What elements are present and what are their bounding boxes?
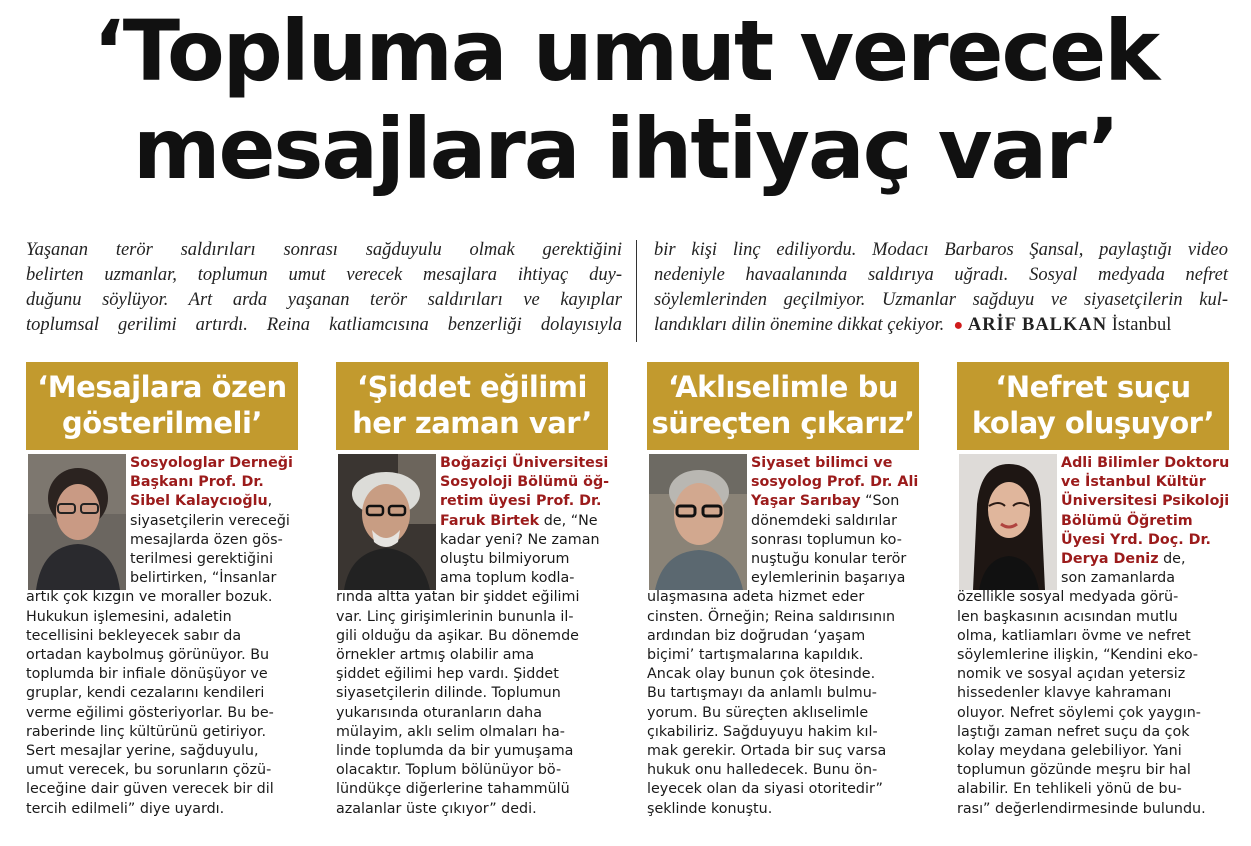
quote-text: dönemdeki saldırılar bbox=[751, 512, 897, 529]
quote-body-line bbox=[26, 627, 298, 646]
quote-text: mülayim, aklı selim olmaları ha- bbox=[336, 723, 565, 740]
quote-text: umut verecek, bu sorunların çözü- bbox=[26, 762, 272, 779]
quote-body-line bbox=[957, 531, 1229, 550]
quote-text: siyasetçilerin dilinde. Toplumun bbox=[336, 685, 561, 702]
quote-body-line bbox=[957, 800, 1229, 819]
quote-text: oluştu bilmiyorum bbox=[440, 551, 570, 568]
headline-line-2: mesajlara ihtiyaç var’ bbox=[132, 100, 1119, 198]
quote-body-line bbox=[647, 646, 919, 665]
quote-body-line bbox=[336, 800, 608, 819]
expert-name-text: Boğaziçi Üniversitesi bbox=[440, 455, 609, 471]
quote-title-line: ‘Mesajlara özen bbox=[37, 370, 287, 404]
quote-body-line bbox=[647, 473, 919, 492]
quote-body bbox=[957, 454, 1229, 819]
quote-body-line bbox=[336, 492, 608, 511]
quote-title-line: ‘Nefret suçu bbox=[995, 370, 1191, 404]
quote-text: mesajlarda özen gös- bbox=[130, 531, 283, 548]
quote-text: siyasetçilerin vereceği bbox=[130, 512, 290, 529]
quote-body bbox=[336, 454, 608, 819]
quote-body-line bbox=[26, 454, 298, 473]
quote-text: yukarısında oturanların daha bbox=[336, 704, 542, 721]
quote-body-line bbox=[647, 454, 919, 473]
quote-text: son zamanlarda bbox=[1061, 570, 1176, 587]
quote-text: lündükçe diğerlerine tahammülü bbox=[336, 781, 570, 798]
quote-text: tecellisini bekleyecek sabır da bbox=[26, 627, 242, 644]
quote-text: olma, katliamları övme ve nefret bbox=[957, 627, 1191, 644]
quote-body-line bbox=[26, 742, 298, 761]
expert-name-text: Başkanı Prof. Dr. bbox=[130, 474, 264, 491]
quote-body-line bbox=[26, 588, 298, 607]
quote-body-line bbox=[26, 512, 298, 531]
quote-text: leyecek olan da siyasi otoritedir” bbox=[647, 781, 883, 798]
headline-line-1: ‘Topluma umut verecek bbox=[92, 2, 1159, 100]
expert-name-text: Bölümü Öğretim bbox=[1061, 512, 1193, 529]
expert-name-text: Siyaset bilimci ve bbox=[751, 455, 893, 471]
quote-body-line bbox=[957, 742, 1229, 761]
quote-body-line bbox=[957, 665, 1229, 684]
byline-author: ARİF BALKAN bbox=[967, 315, 1108, 335]
quote-body-line bbox=[26, 761, 298, 780]
quote-text: yorum. Bu süreçten aklıselimle bbox=[647, 704, 869, 721]
quote-text: toplumda bir infiale dönüşüyor ve bbox=[26, 666, 268, 683]
quote-body-line bbox=[647, 608, 919, 627]
quote-body-line bbox=[647, 588, 919, 607]
quote-column-2 bbox=[336, 362, 608, 842]
quote-body-line bbox=[26, 492, 298, 511]
quote-text: nomik ve sosyal açıdan yetersiz bbox=[957, 666, 1186, 683]
quote-body-line bbox=[647, 723, 919, 742]
quote-body-line bbox=[647, 627, 919, 646]
quote-body-line bbox=[647, 665, 919, 684]
expert-name-text: Yaşar Sarıbay bbox=[751, 493, 861, 510]
expert-name-text: Sibel Kalaycıoğlu bbox=[130, 493, 268, 510]
quote-body-line bbox=[957, 454, 1229, 473]
quote-text: ulaşmasına adeta hizmet eder bbox=[647, 589, 865, 606]
quote-body-line bbox=[957, 512, 1229, 531]
expert-name-text: Sosyologlar Derneği bbox=[130, 455, 293, 471]
quote-text: cinsten. Örneğin; Reina saldırısının bbox=[647, 608, 896, 625]
quote-body-line bbox=[647, 550, 919, 569]
quote-body-line bbox=[957, 761, 1229, 780]
expert-name-text: Faruk Birtek bbox=[440, 512, 540, 529]
quote-body-line bbox=[26, 569, 298, 588]
quote-text: var. Linç girişimlerinin bununla il- bbox=[336, 608, 574, 625]
quote-text: mak gerekir. Ortada bir suç varsa bbox=[647, 743, 887, 760]
quote-body-line bbox=[647, 742, 919, 761]
headline bbox=[0, 2, 1251, 198]
bullet-icon: ● bbox=[953, 317, 964, 334]
quote-body-line bbox=[26, 800, 298, 819]
quote-body-line bbox=[336, 569, 608, 588]
quote-body-line bbox=[26, 473, 298, 492]
quote-body-line bbox=[336, 646, 608, 665]
quote-body-line bbox=[26, 704, 298, 723]
intro-left-column bbox=[26, 238, 622, 338]
quote-text: de, bbox=[1158, 551, 1186, 568]
quote-title-line: süreçten çıkarız’ bbox=[651, 406, 915, 440]
quote-body-line bbox=[957, 569, 1229, 588]
byline bbox=[944, 315, 1171, 335]
expert-name-text: ve İstanbul Kültür bbox=[1061, 474, 1206, 491]
quote-body-line bbox=[336, 742, 608, 761]
quote-title-line: kolay oluşuyor’ bbox=[971, 406, 1215, 440]
intro-line: toplumsal gerilimi artırdı. Reina katliamcısına benzerliği dolayısıyla bbox=[26, 315, 622, 335]
quote-text: gili olduğu da aşikar. Bu dönemde bbox=[336, 627, 579, 644]
quote-body-line bbox=[336, 704, 608, 723]
intro-line: nedeniyle havaalanında saldırıya uğradı. Sosyal medyada nefret bbox=[654, 265, 1228, 285]
quote-text: örnekler artmış olabilir ama bbox=[336, 647, 535, 664]
intro-line: Yaşanan terör saldırıları sonrası sağduyulu olmak gerektiğini bbox=[26, 240, 622, 260]
quote-text: Ancak olay bunun çok ötesinde. bbox=[647, 666, 876, 683]
quote-body-line bbox=[647, 684, 919, 703]
quote-body-line bbox=[26, 684, 298, 703]
quote-text: linde toplumda da bir yumuşama bbox=[336, 743, 574, 760]
quote-text: sonrası toplumun ko- bbox=[751, 531, 902, 548]
quote-body-line bbox=[647, 531, 919, 550]
quote-text: nuştuğu konular terör bbox=[751, 551, 907, 568]
quote-body-line bbox=[26, 723, 298, 742]
quote-text: artık çok kızgın ve moraller bozuk. bbox=[26, 589, 273, 606]
quote-body-line bbox=[26, 646, 298, 665]
quote-text: Sert mesajlar yerine, sağduyulu, bbox=[26, 743, 259, 760]
quote-body-line bbox=[336, 627, 608, 646]
quote-text: Bu tartışmayı da anlamlı bulmu- bbox=[647, 685, 877, 702]
intro-line-with-byline bbox=[654, 313, 1228, 338]
quote-text: laştığı zaman nefret suçu da çok bbox=[957, 723, 1190, 740]
quote-text: alabilir. En tehlikeli yönü de bu- bbox=[957, 781, 1182, 798]
quote-text: şiddet eğilimi hep vardı. Şiddet bbox=[336, 666, 559, 683]
quote-body-line bbox=[647, 800, 919, 819]
quote-body-line bbox=[336, 550, 608, 569]
quote-body-line bbox=[647, 780, 919, 799]
expert-name-text: Üyesi Yrd. Doç. Dr. bbox=[1061, 531, 1211, 548]
quote-text: tercih edilmeli” diye uyardı. bbox=[26, 800, 225, 817]
quote-body-line bbox=[336, 454, 608, 473]
quote-body-line bbox=[336, 473, 608, 492]
expert-name-text: Üniversitesi Psikoloji bbox=[1061, 493, 1230, 510]
quote-text: rında altta yatan bir şiddet eğilimi bbox=[336, 589, 580, 606]
quote-text: rası” değerlendirmesinde bulundu. bbox=[957, 800, 1206, 817]
quote-text: ama toplum kodla- bbox=[440, 570, 575, 587]
quote-body bbox=[26, 454, 298, 819]
quote-title-box bbox=[647, 362, 919, 450]
column-divider bbox=[636, 240, 637, 342]
quote-body-line bbox=[957, 704, 1229, 723]
quote-body-line bbox=[647, 512, 919, 531]
intro-line: söylemlerinden geçilmiyor. Uzmanlar sağduyu ve siyasetçilerin kul- bbox=[654, 290, 1228, 310]
quote-body-line bbox=[336, 588, 608, 607]
quote-text: de, “Ne bbox=[539, 512, 598, 529]
quote-text: hukuk onu halledecek. Bunu ön- bbox=[647, 762, 878, 779]
quote-body-line bbox=[957, 473, 1229, 492]
quote-body-line bbox=[26, 665, 298, 684]
quote-text: özellikle sosyal medyada görü- bbox=[957, 589, 1179, 606]
quote-text: şeklinde konuştu. bbox=[647, 800, 773, 817]
quote-body-line bbox=[957, 780, 1229, 799]
quote-body-line bbox=[336, 608, 608, 627]
quote-title-box bbox=[26, 362, 298, 450]
intro-line: belirten uzmanlar, toplumun umut verecek mesajlara ihtiyaç duy- bbox=[26, 265, 622, 285]
quote-body-line bbox=[336, 684, 608, 703]
quote-body-line bbox=[26, 550, 298, 569]
quote-body-line bbox=[957, 608, 1229, 627]
intro-line: bir kişi linç ediliyordu. Modacı Barbaros Şansal, paylaştığı video bbox=[654, 240, 1228, 260]
quote-text: raberinde linç kültürünü getiriyor. bbox=[26, 723, 267, 740]
quote-text: olacaktır. Toplum bölünüyor bö- bbox=[336, 762, 562, 779]
intro-line: duğunu söylüyor. Art arda yaşanan terör saldırıları ve kayıplar bbox=[26, 290, 622, 310]
quote-text: verme eğilimi gösteriyorlar. Bu be- bbox=[26, 704, 274, 721]
quote-text: Hukukun işlemesini, adaletin bbox=[26, 608, 232, 625]
quote-text: toplumun gözünde meşru bir hal bbox=[957, 762, 1191, 779]
quote-text: ortadan kaybolmuş görünüyor. Bu bbox=[26, 647, 270, 664]
intro-right-column bbox=[654, 238, 1228, 338]
quote-text: eylemlerinin başarıya bbox=[751, 570, 906, 587]
quote-text: biçimi’ tartışmalarına kapıldık. bbox=[647, 647, 864, 664]
quote-text: hissedenler klavye kahramanı bbox=[957, 685, 1172, 702]
expert-name-text: sosyolog Prof. Dr. Ali bbox=[751, 474, 919, 491]
quote-body-line bbox=[336, 665, 608, 684]
expert-name-text: Adli Bilimler Doktoru bbox=[1061, 455, 1230, 471]
quote-body-line bbox=[26, 531, 298, 550]
quote-text: kadar yeni? Ne zaman bbox=[440, 531, 600, 548]
quote-text: len başkasının acısından mutlu bbox=[957, 608, 1178, 625]
quote-body-line bbox=[957, 492, 1229, 511]
quote-body-line bbox=[336, 761, 608, 780]
quote-body-line bbox=[957, 550, 1229, 569]
quote-column-4 bbox=[957, 362, 1229, 842]
expert-name-text: Derya Deniz bbox=[1061, 551, 1159, 568]
quote-text: leceğine dair güven verecek bir dil bbox=[26, 781, 274, 798]
quote-text: kolay meydana gelebiliyor. Yani bbox=[957, 743, 1182, 760]
quote-title-box bbox=[957, 362, 1229, 450]
quote-body-line bbox=[336, 723, 608, 742]
quote-body-line bbox=[647, 704, 919, 723]
quote-text: çıkabiliriz. Sağduyuyu hakim kıl- bbox=[647, 723, 878, 740]
quote-text: ardından biz doğrudan ‘yaşam bbox=[647, 627, 866, 644]
quote-text: , bbox=[267, 493, 273, 510]
quote-title-line: gösterilmeli’ bbox=[62, 406, 262, 440]
quote-title-line: her zaman var’ bbox=[352, 406, 592, 440]
quote-text: azalanlar üste çıkıyor” dedi. bbox=[336, 800, 537, 817]
quote-text: “Son bbox=[860, 493, 900, 510]
quote-body-line bbox=[336, 531, 608, 550]
quote-body-line bbox=[336, 780, 608, 799]
byline-city: İstanbul bbox=[1111, 315, 1172, 335]
quote-body-line bbox=[26, 780, 298, 799]
quote-title-line: ‘Aklıselimle bu bbox=[668, 370, 898, 404]
quote-body-line bbox=[957, 723, 1229, 742]
quote-body-line bbox=[647, 492, 919, 511]
quote-body bbox=[647, 454, 919, 819]
quote-body-line bbox=[957, 646, 1229, 665]
quote-body-line bbox=[336, 512, 608, 531]
quote-body-line bbox=[957, 684, 1229, 703]
intro-line: landıkları dilin önemine dikkat çekiyor. bbox=[654, 315, 945, 335]
quote-body-line bbox=[957, 588, 1229, 607]
quote-title-box bbox=[336, 362, 608, 450]
quote-text: oluyor. Nefret söylemi çok yaygın- bbox=[957, 704, 1201, 721]
quote-column-1 bbox=[26, 362, 298, 842]
quote-column-3 bbox=[647, 362, 919, 842]
quote-text: söylemlerine ilişkin, “Kendini eko- bbox=[957, 647, 1198, 664]
quote-body-line bbox=[647, 761, 919, 780]
quote-text: gruplar, kendi cezalarını kendileri bbox=[26, 685, 265, 702]
quote-title-line: ‘Şiddet eğilimi bbox=[357, 370, 587, 404]
quote-body-line bbox=[26, 608, 298, 627]
quote-text: belirtirken, “İnsanlar bbox=[130, 570, 277, 587]
quote-body-line bbox=[957, 627, 1229, 646]
expert-name-text: Sosyoloji Bölümü öğ- bbox=[440, 474, 610, 491]
quote-body-line bbox=[647, 569, 919, 588]
expert-name-text: retim üyesi Prof. Dr. bbox=[440, 493, 602, 510]
quote-text: terilmesi gerektiğini bbox=[130, 551, 274, 568]
